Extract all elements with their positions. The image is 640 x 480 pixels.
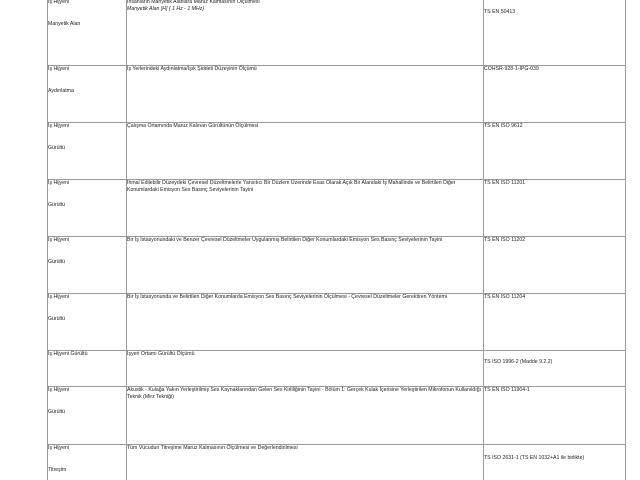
- subcategory-label: Manyetik Alan: [48, 21, 81, 27]
- description-subtext: Manyetik Alan [H] ( 1 Hz - 1 MHz): [127, 6, 205, 12]
- subcategory-label: Gürültü: [48, 259, 66, 265]
- category-label: İş Hijyeni: [48, 0, 70, 5]
- standard-cell: [484, 387, 626, 445]
- standard-code: TS EN ISO 9612: [484, 123, 523, 129]
- description-cell: [127, 123, 484, 180]
- standards-table: [47, 0, 626, 480]
- description-cell: [127, 237, 484, 294]
- description-text: Çalışma Ortamında Maruz Kalınan Gürültünün Ölçülmesi: [127, 123, 259, 129]
- standard-cell: [484, 0, 626, 66]
- subcategory-label: Gürültü: [48, 316, 66, 322]
- table-row: [48, 445, 626, 480]
- standard-code: TS EN 50413: [484, 9, 516, 15]
- category-cell: [48, 294, 127, 351]
- table-row: [48, 0, 626, 66]
- standard-cell: [484, 294, 626, 351]
- subcategory-label: Gürültü: [48, 409, 66, 415]
- description-cell: [127, 294, 484, 351]
- description-cell: [127, 445, 484, 480]
- category-label: İş Hijyeni: [48, 123, 70, 129]
- description-text: Akustik - Kulağa Yakın Yerleştirilmiş Ses Kaynaklarından Gelen Ses Kirliliğinin Tayini - Bölüm 1: Gerçek Kulak İçerisine Yerleştirilen Mikrofonun Kullanıldığı Teknik (Mirz Tekniği): [127, 387, 482, 400]
- category-cell: [48, 0, 127, 66]
- description-text: Bir İş İstasyonunda ve Belirtilen Diğer Konumlarda Emisyon Ses Basınç Seviyelerinin Ölçülmesi - Çevresel Düzeltmeler Gerektiren Yöntemi: [127, 294, 447, 300]
- table-row: [48, 237, 626, 294]
- subcategory-label: Gürültü: [48, 202, 66, 208]
- description-text: Tüm Vücudun Titreşime Maruz Kalmasının Ölçülmesi ve Değerlendirilmesi: [127, 445, 298, 451]
- subcategory-label: Aydınlatma: [48, 88, 74, 94]
- category-cell: [48, 180, 127, 237]
- standard-code: TS EN ISO 11904-1: [484, 387, 530, 393]
- category-cell: [48, 351, 127, 387]
- standard-cell: [484, 66, 626, 123]
- description-text: Bir İş İstasyonundaki ve Benzer Çevresel Düzeltmeler Uygulanmış Belirtilen Diğer Konumlardaki Emisyon Ses Basınç Seviyelerinin Tayini: [127, 237, 443, 243]
- category-cell: [48, 123, 127, 180]
- category-label: İş Hijyeni Gürültü: [48, 351, 88, 357]
- category-label: İş Hijyeni: [48, 445, 70, 451]
- category-label: İş Hijyeni: [48, 180, 70, 186]
- description-cell: [127, 0, 484, 66]
- category-label: İş Hijyeni: [48, 237, 70, 243]
- table-row: [48, 180, 626, 237]
- standard-code: TS EN ISO 11201: [484, 180, 526, 186]
- description-cell: [127, 351, 484, 387]
- standard-cell: [484, 351, 626, 387]
- description-text: İhmal Edilebilir Düzeydeki Çevresel Düzeltmelerle Yansıtıcı Bir Düzlem Üzerinde Esas Olarak Açık Bir Alandaki İş Mahallinde ve Belirtilen Diğer Konumlardaki Emisyon Ses Basınç Seviyelerinin Tayini: [127, 180, 456, 193]
- category-cell: [48, 237, 127, 294]
- description-cell: [127, 180, 484, 237]
- table-row: [48, 66, 626, 123]
- standard-code: COHSR-928-1-IPG-039: [484, 66, 539, 72]
- category-label: İş Hijyeni: [48, 387, 70, 393]
- description-text: İnsanların Manyetik Alanlara Maruz Kalmasının Ölçülmesi: [127, 0, 260, 5]
- table-row: [48, 387, 626, 445]
- table-row: [48, 123, 626, 180]
- table-row: [48, 294, 626, 351]
- subcategory-label: Titreşim: [48, 467, 67, 473]
- category-label: İş Hijyeni: [48, 294, 70, 300]
- standard-code: TS ISO 1996-2 (Madde 9.2.2): [484, 359, 553, 365]
- standard-cell: [484, 123, 626, 180]
- category-cell: [48, 66, 127, 123]
- description-cell: [127, 66, 484, 123]
- standard-cell: [484, 445, 626, 480]
- description-text: İşyeri Ortamı Gürültü Ölçümü: [127, 351, 195, 357]
- subcategory-label: Gürültü: [48, 145, 66, 151]
- standard-code: TS EN ISO 11202: [484, 237, 526, 243]
- category-cell: [48, 387, 127, 445]
- standard-code: TS EN ISO 11204: [484, 294, 526, 300]
- category-cell: [48, 445, 127, 480]
- standard-cell: [484, 180, 626, 237]
- description-text: İş Yerlerindeki Aydınlatma/Işık Şiddeti Düzeyinin Ölçümü: [127, 66, 257, 72]
- standard-code: TS ISO 2631-1 (TS EN 1032+A1 ile birlikte): [484, 455, 585, 461]
- description-cell: [127, 387, 484, 445]
- category-label: İş Hijyeni: [48, 66, 70, 72]
- table-row: [48, 351, 626, 387]
- standard-cell: [484, 237, 626, 294]
